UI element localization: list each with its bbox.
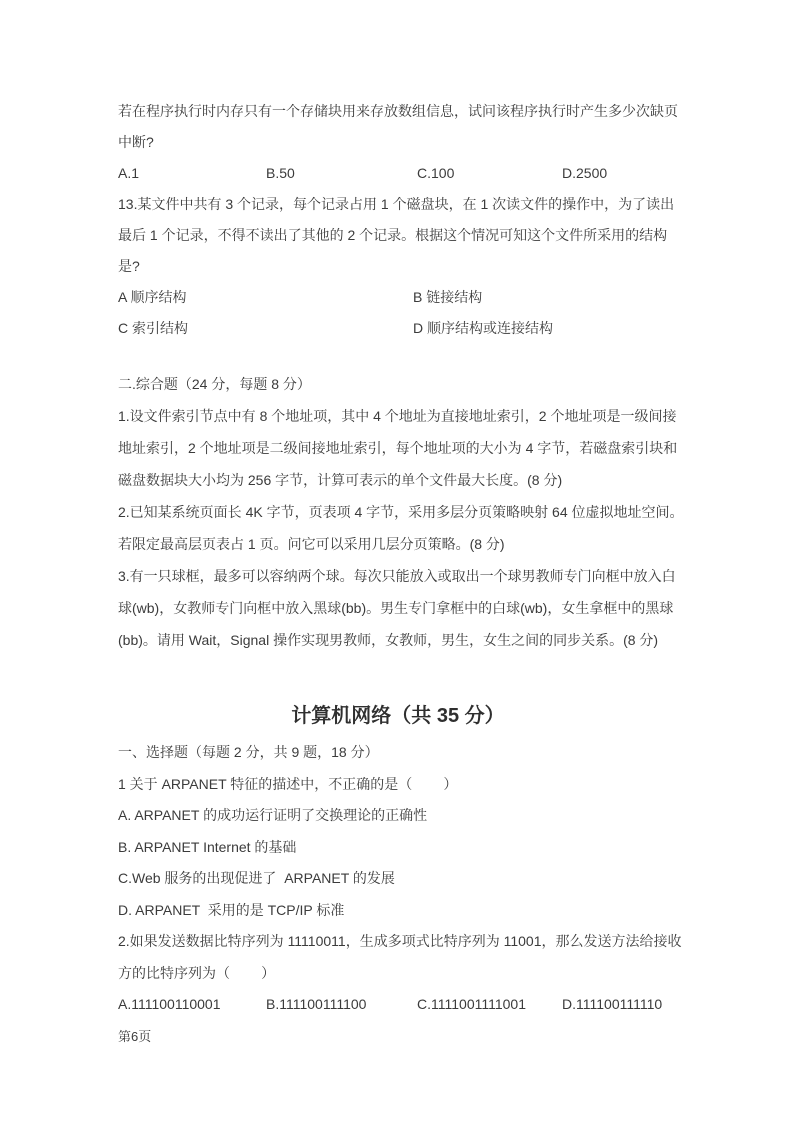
comprehensive-section	[118, 368, 684, 656]
q12-stem-line2: 中断?	[118, 134, 154, 150]
q13-option-d: D 顺序结构或连接结构	[413, 320, 553, 336]
net-q1-option-d: D. ARPANET 采用的是 TCP/IP 标准	[118, 901, 345, 918]
q13-options-row2	[118, 313, 678, 344]
comp-q3-line1: 3.有一只球框，最多可以容纳两个球。每次只能放入或取出一个球男教师专门向框中放入白	[118, 568, 676, 584]
comp-q1-line2: 地址索引，2 个地址项是二级间接地址索引，每个地址项的大小为 4 字节，若磁盘索引块和	[118, 440, 678, 456]
q12-option-c: C.100	[417, 165, 455, 181]
comp-q3-line2: 球(wb)，女教师专门向框中放入黑球(bb)。男生专门拿框中的白球(wb)，女生拿框中的黑球	[118, 600, 674, 616]
q12-option-a: A.1	[118, 165, 140, 181]
net-q1-option-c: C.Web 服务的出现促进了 ARPANET 的发展	[118, 870, 395, 886]
net-q2-option-c: C.1111001111001	[417, 996, 526, 1012]
net-q2-option-b: B.111100111100	[266, 996, 367, 1012]
comp-q1-line3: 磁盘数据块大小均为 256 字节，计算可表示的单个文件最大长度。(8 分)	[118, 472, 563, 488]
network-section	[118, 737, 682, 1021]
q12-stem-line1: 若在程序执行时内存只有一个存储块用来存放数组信息，试问该程序执行时产生多少次缺页	[118, 103, 678, 119]
q13-stem-line3: 是?	[118, 258, 140, 274]
net-q2-options-row	[118, 989, 678, 1021]
net-q1-stem: 1 关于 ARPANET 特征的描述中，不正确的是（ ）	[118, 775, 458, 792]
page-number: 第6页	[118, 1029, 152, 1044]
q12-option-b: B.50	[266, 165, 295, 181]
comp-q3-line3: (bb)。请用 Wait，Signal 操作实现男教师，女教师，男生，女生之间的同步关系。(8 分)	[118, 632, 659, 648]
net-q1-option-a: A. ARPANET 的成功运行证明了交换理论的正确性	[118, 807, 428, 823]
section-gap	[118, 344, 678, 368]
page-body	[118, 96, 684, 1021]
q13-stem-line1: 13.某文件中共有 3 个记录，每个记录占用 1 个磁盘块，在 1 次读文件的操作中，为了读出	[118, 196, 675, 212]
q13-options-row1	[118, 282, 678, 313]
comp-q2-line2: 若限定最高层页表占 1 页。问它可以采用几层分页策略。(8 分)	[118, 536, 505, 552]
q12-option-d: D.2500	[562, 165, 608, 181]
network-section-title: 计算机网络（共 35 分）	[291, 705, 505, 727]
net-q2-stem-line2: 方的比特序列为（ ）	[118, 964, 276, 981]
q13-option-b: B 链接结构	[413, 289, 483, 305]
net-q2-stem-line1: 2.如果发送数据比特序列为 11110011，生成多项式比特序列为 11001，那么发送方法给接收	[118, 933, 682, 949]
comp-q1-line1: 1.设文件索引节点中有 8 个地址项，其中 4 个地址为直接地址索引，2 个地址项是一级间接	[118, 408, 677, 424]
net-q2-option-a: A.111100110001	[118, 996, 221, 1012]
q13-option-a: A 顺序结构	[118, 289, 187, 305]
network-choice-section-title: 一、选择题（每题 2 分，共 9 题，18 分）	[118, 744, 379, 760]
q13-option-c: C 索引结构	[118, 320, 188, 336]
comp-q2-line1: 2.已知某系统页面长 4K 字节，页表项 4 字节，采用多层分页策略映射 64 位虚拟地址空间。	[118, 504, 684, 520]
q13-stem-line2: 最后 1 个记录，不得不读出了其他的 2 个记录。根据这个情况可知这个文件所采用的结构	[118, 227, 668, 243]
net-q1-option-b: B. ARPANET Internet 的基础	[118, 838, 297, 855]
q12-options-row	[118, 158, 678, 189]
comprehensive-section-title: 二.综合题（24 分，每题 8 分）	[118, 376, 311, 392]
net-q2-option-d: D.111100111110	[562, 996, 663, 1012]
